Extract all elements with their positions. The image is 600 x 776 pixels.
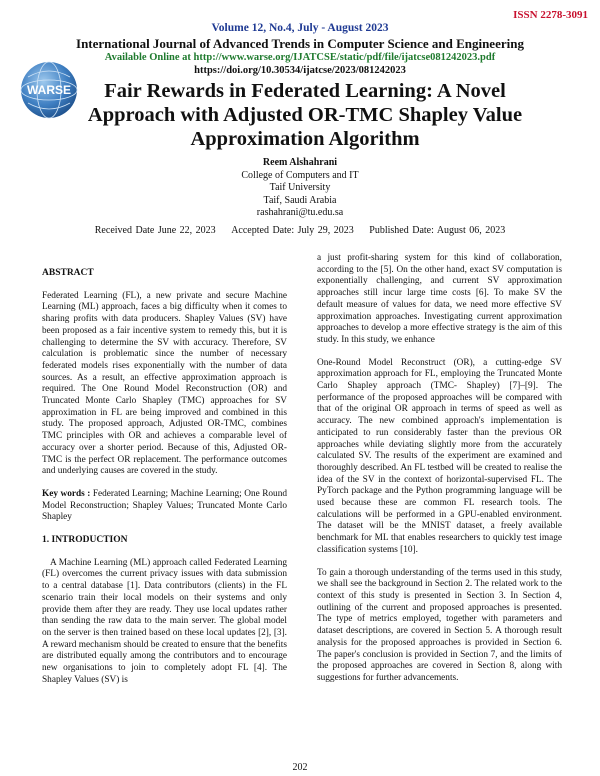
right-paragraph-2: One-Round Model Reconstruct (OR), a cutting-edge SV approximation approach for FL, employing the Truncated Monte Carlo Shapley approach (TMC- Shapley) [7]–[9]. The performance of the proposed approaches will be compared with that of the original OR approach in terms of speed as well as accuracy. The new combined approach's implementation is anticipated to run considerably faster than the previous OR approaches while deviating slightly more from the accurately calculated SV. The results of the experiment are examined and thoroughly described. An FL testbed will be created to realise the idea of the SV in the context of horizontal-supervised FL. The PyTorch package and the Python programming language will be used because these are common FL research tools. The calculations will be performed in a GPU-enabled environment. The dataset will be the MNIST dataset, a freely available benchmark for ML that enables researchers to quickly test image classification systems [10]. (317, 357, 562, 555)
right-column (317, 253, 562, 696)
right-paragraph-3: To gain a thorough understanding of the terms used in this study, we shall see the background in Section 2. The related work to the context of this study is presented in Section 3. In Section 4, outlining of the current and proposed approaches is presented. The type of metrics employed, together with parameters and dataset descriptions, are covered in Section 5. A thorough result analysis for the proposed approaches is provided in Section 6. The paper's conclusion is provided in Section 7, and the limits of the proposed approaches are covered in Section 8, along with suggestions for further advancements. (317, 567, 562, 683)
volume-issue: Volume 12, No.4, July - August 2023 (211, 22, 389, 34)
introduction-heading: 1. INTRODUCTION (42, 535, 128, 546)
published-date: Published Date: August 06, 2023 (369, 225, 506, 236)
publication-dates (0, 225, 600, 236)
keywords (42, 489, 287, 524)
page-number: 202 (292, 762, 308, 773)
keywords-text: Federated Learning; Machine Learning; One Round Model Reconstruction; Shapley Values; Truncated Monte Carlo Shapley (42, 488, 288, 523)
accepted-date: Accepted Date: July 29, 2023 (231, 225, 354, 236)
left-column (42, 268, 287, 698)
author-location: Taif, Saudi Arabia (263, 194, 337, 206)
available-online-link[interactable]: Available Online at http://www.warse.org/IJATCSE/static/pdf/file/ijatcse081242023.pdf (104, 52, 496, 63)
abstract-heading: ABSTRACT (42, 268, 94, 278)
abstract-text: Federated Learning (FL), a new private and secure Machine Learning (ML) approach, faces a big difficulty when it comes to sharing profits with data producers. Shapley Values (SV) have been proposed as a fair incentive system to remedy this, but it is challenging to determine the SV with accuracy. Therefore, SV calculation is problematic since the number of necessary federated models rises exponentially with the number of data sources. As a result, an effective approximation approach is required. The One Round Model Reconstruction (OR) and Truncated Monte Carlo Shapley (TMC) approaches for SV approximation in FL are being improved and combined in this study. The proposed approach, Adjusted OR-TMC, combines TMC principles with OR and achieves a comparable level of accuracy over a shorter period. Because of this, Adjusted OR-TMC is the perfect OR replacement. The performance outcomes and underlying causes are covered in the study. (42, 290, 287, 477)
warse-logo-text: WARSE (26, 83, 72, 97)
author-email[interactable]: rashahrani@tu.edu.sa (256, 207, 344, 218)
journal-title: International Journal of Advanced Trends in Computer Science and Engineering (76, 36, 524, 51)
paper-title: Fair Rewards in Federated Learning: A Novel Approach with Adjusted OR-TMC Shapley Value Approximation Algorithm (87, 80, 523, 150)
author-block (0, 157, 600, 220)
received-date: Received Date June 22, 2023 (94, 225, 216, 236)
right-paragraph-1: a just profit-sharing system for this kind of collaboration, according to the [5]. On the other hand, exact SV computation is exponentially challenging, and current SV approximation approaches still incur large time costs [6]. To make SV the default measure of values for data, we need more effective SV approximation approaches. Investigating current approximation approaches to develop a more effective strategy is the aim of this study. In this study, we enhance (317, 253, 562, 345)
keywords-label: Key words : (42, 488, 91, 499)
doi-link[interactable]: https://doi.org/10.30534/ijatcse/2023/081242023 (194, 65, 406, 76)
author-affiliation: College of Computers and IT (241, 169, 359, 181)
issn-label: ISSN 2278-3091 (513, 9, 588, 21)
introduction-text: A Machine Learning (ML) approach called Federated Learning (FL) overcomes the current privacy issues with data submission to a central database [1]. Data contributors (clients) in the FL scenario train their local models on their systems and only provide them after they are ready. They use local updates rather than sending the raw data to the main server. The global model on the server is then trained based on these local updates [2], [3]. A reward mechanism should be created to ensure that the benefits are distributed equally among the contributors and to encourage new organisations to join to completely adopt FL [4]. The Shapley Values (SV) is (42, 557, 287, 685)
author-name: Reem Alshahrani (262, 157, 338, 168)
author-university: Taif University (269, 182, 331, 193)
